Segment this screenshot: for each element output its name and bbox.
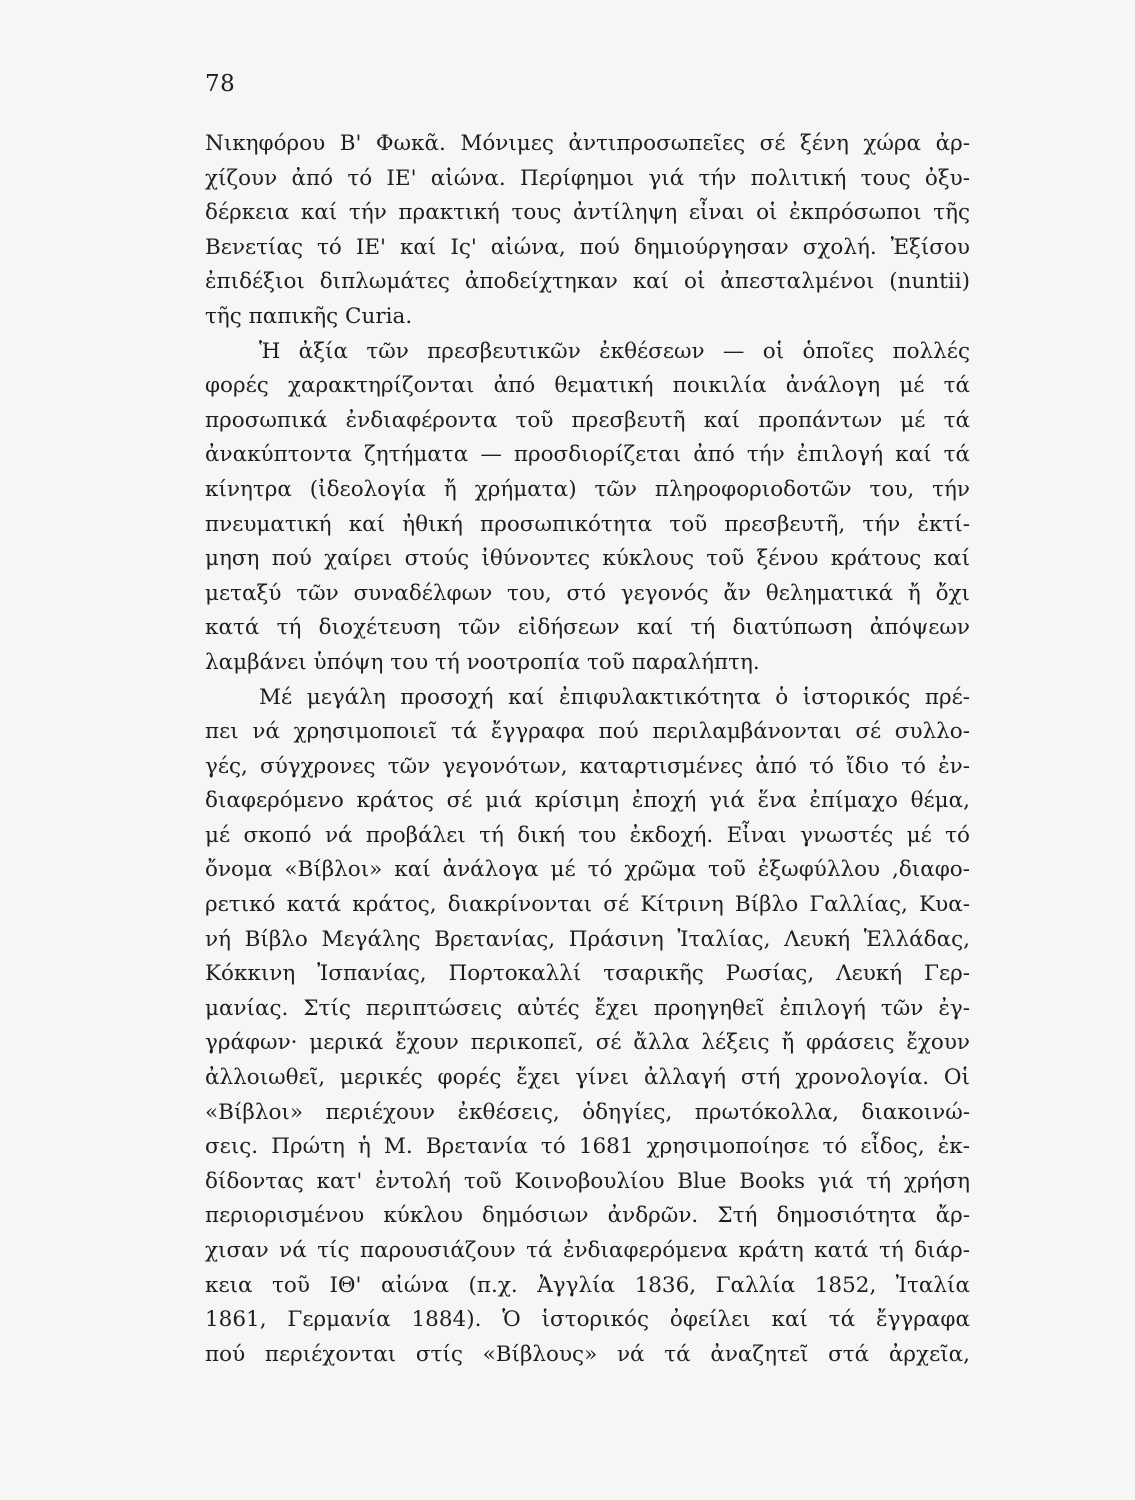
page-number: 78 xyxy=(205,71,236,97)
text-line: δέρκεια καί τήν πρακτική τους ἀντίληψη εἶναι οἱ ἐκπρόσωποι τῆς xyxy=(205,200,970,226)
text-line: Νικηφόρου Β' Φωκᾶ. Μόνιμες ἀντιπροσωπεῖες σέ ξένη χώρα ἀρ- xyxy=(205,131,970,156)
text-line: Μέ μεγάλη προσοχή καί ἐπιφυλακτικότητα ὁ ἱστορικός πρέ- xyxy=(259,684,970,710)
text-line: μέ σκοπό νά προβάλει τή δική του ἐκδοχή. Εἶναι γνωστές μέ τό xyxy=(205,822,970,848)
text-line: ἐπιδέξιοι διπλωμάτες ἀποδείχτηκαν καί οἱ ἀπεσταλμένοι (nuntii) xyxy=(205,269,970,295)
text-line: μεταξύ τῶν συναδέλφων του, στό γεγονός ἄν θεληματικά ἤ ὄχι xyxy=(205,580,970,606)
text-line: χισαν νά τίς παρουσιάζουν τά ἐνδιαφερόμενα κράτη κατά τή διάρ- xyxy=(205,1238,970,1263)
text-line: περιορισμένου κύκλου δημόσιων ἀνδρῶν. Στή δημοσιότητα ἄρ- xyxy=(205,1203,970,1229)
text-line: πού περιέχονται στίς «Βίβλους» νά τά ἀναζητεῖ στά ἀρχεῖα, xyxy=(205,1341,970,1367)
text-line: φορές χαρακτηρίζονται ἀπό θεματική ποικιλία ἀνάλογη μέ τά xyxy=(205,373,970,399)
text-line: σεις. Πρώτη ἡ Μ. Βρετανία τό 1681 χρησιμοποίησε τό εἶδος, ἐκ- xyxy=(205,1134,970,1160)
text-line: ἀνακύπτοντα ζητήματα — προσδιορίζεται ἀπό τήν ἐπιλογή καί τά xyxy=(205,442,970,468)
text-line: προσωπικά ἐνδιαφέροντα τοῦ πρεσβευτῆ καί προπάντων μέ τά xyxy=(205,407,970,433)
text-line: «Βίβλοι» περιέχουν ἐκθέσεις, ὁδηγίες, πρωτόκολλα, διακοινώ- xyxy=(205,1099,970,1125)
text-line: λαμβάνει ὑπόψη του τή νοοτροπία τοῦ παραλήπτη. xyxy=(205,649,760,675)
text-line: ρετικό κατά κράτος, διακρίνονται σέ Κίτρινη Βίβλο Γαλλίας, Κυα- xyxy=(205,892,970,918)
text-line: διαφερόμενο κράτος σέ μιά κρίσιμη ἐποχή γιά ἕνα ἐπίμαχο θέμα, xyxy=(205,788,970,814)
body-text xyxy=(205,127,970,1372)
text-line: πει νά χρησιμοποιεῖ τά ἔγγραφα πού περιλαμβάνονται σέ συλλο- xyxy=(205,719,970,745)
text-line: Ἡ ἀξία τῶν πρεσβευτικῶν ἐκθέσεων — οἱ ὁποῖες πολλές xyxy=(259,338,970,364)
text-line: μηση πού χαίρει στούς ἰθύνοντες κύκλους τοῦ ξένου κράτους καί xyxy=(205,546,970,572)
text-line: γές, σύγχρονες τῶν γεγονότων, καταρτισμένες ἀπό τό ἴδιο τό ἐν- xyxy=(205,753,970,779)
text-line: Βενετίας τό ΙΕ' καί Ις' αἰώνα, πού δημιούργησαν σχολή. Ἐξίσου xyxy=(205,234,970,260)
text-line: χίζουν ἀπό τό ΙΕ' αἰώνα. Περίφημοι γιά τήν πολιτική τους ὀξυ- xyxy=(205,165,970,191)
text-line: κεια τοῦ ΙΘ' αἰώνα (π.χ. Ἀγγλία 1836, Γαλλία 1852, Ἰταλία xyxy=(205,1272,970,1298)
text-line: κατά τή διοχέτευση τῶν εἰδήσεων καί τή διατύπωση ἀπόψεων xyxy=(205,615,970,641)
text-line: κίνητρα (ἰδεολογία ἤ χρήματα) τῶν πληροφοριοδοτῶν του, τήν xyxy=(205,476,970,502)
text-line: 1861, Γερμανία 1884). Ὁ ἱστορικός ὀφείλει καί τά ἔγγραφα xyxy=(205,1307,970,1333)
text-line: ἀλλοιωθεῖ, μερικές φορές ἔχει γίνει ἀλλαγή στή χρονολογία. Οἱ xyxy=(205,1065,970,1091)
text-line: νή Βίβλο Μεγάλης Βρετανίας, Πράσινη Ἰταλίας, Λευκή Ἑλλάδας, xyxy=(205,926,970,952)
text-line: τῆς παπικῆς Curia. xyxy=(205,303,413,329)
text-line: Κόκκινη Ἰσπανίας, Πορτοκαλλί τσαρικῆς Ρωσίας, Λευκή Γερ- xyxy=(205,961,970,987)
text-line: γράφων· μερικά ἔχουν περικοπεῖ, σέ ἄλλα λέξεις ἤ φράσεις ἔχουν xyxy=(205,1030,970,1056)
text-line: πνευματική καί ἠθική προσωπικότητα τοῦ πρεσβευτῆ, τήν ἐκτί- xyxy=(205,511,970,537)
text-line: μανίας. Στίς περιπτώσεις αὐτές ἔχει προηγηθεῖ ἐπιλογή τῶν ἐγ- xyxy=(205,995,970,1021)
text-line: δίδοντας κατ' ἐντολή τοῦ Κοινοβουλίου Blue Books γιά τή χρήση xyxy=(205,1168,970,1194)
text-line: ὄνομα «Βίβλοι» καί ἀνάλογα μέ τό χρῶμα τοῦ ἐξωφύλλου ,διαφο- xyxy=(205,857,970,883)
